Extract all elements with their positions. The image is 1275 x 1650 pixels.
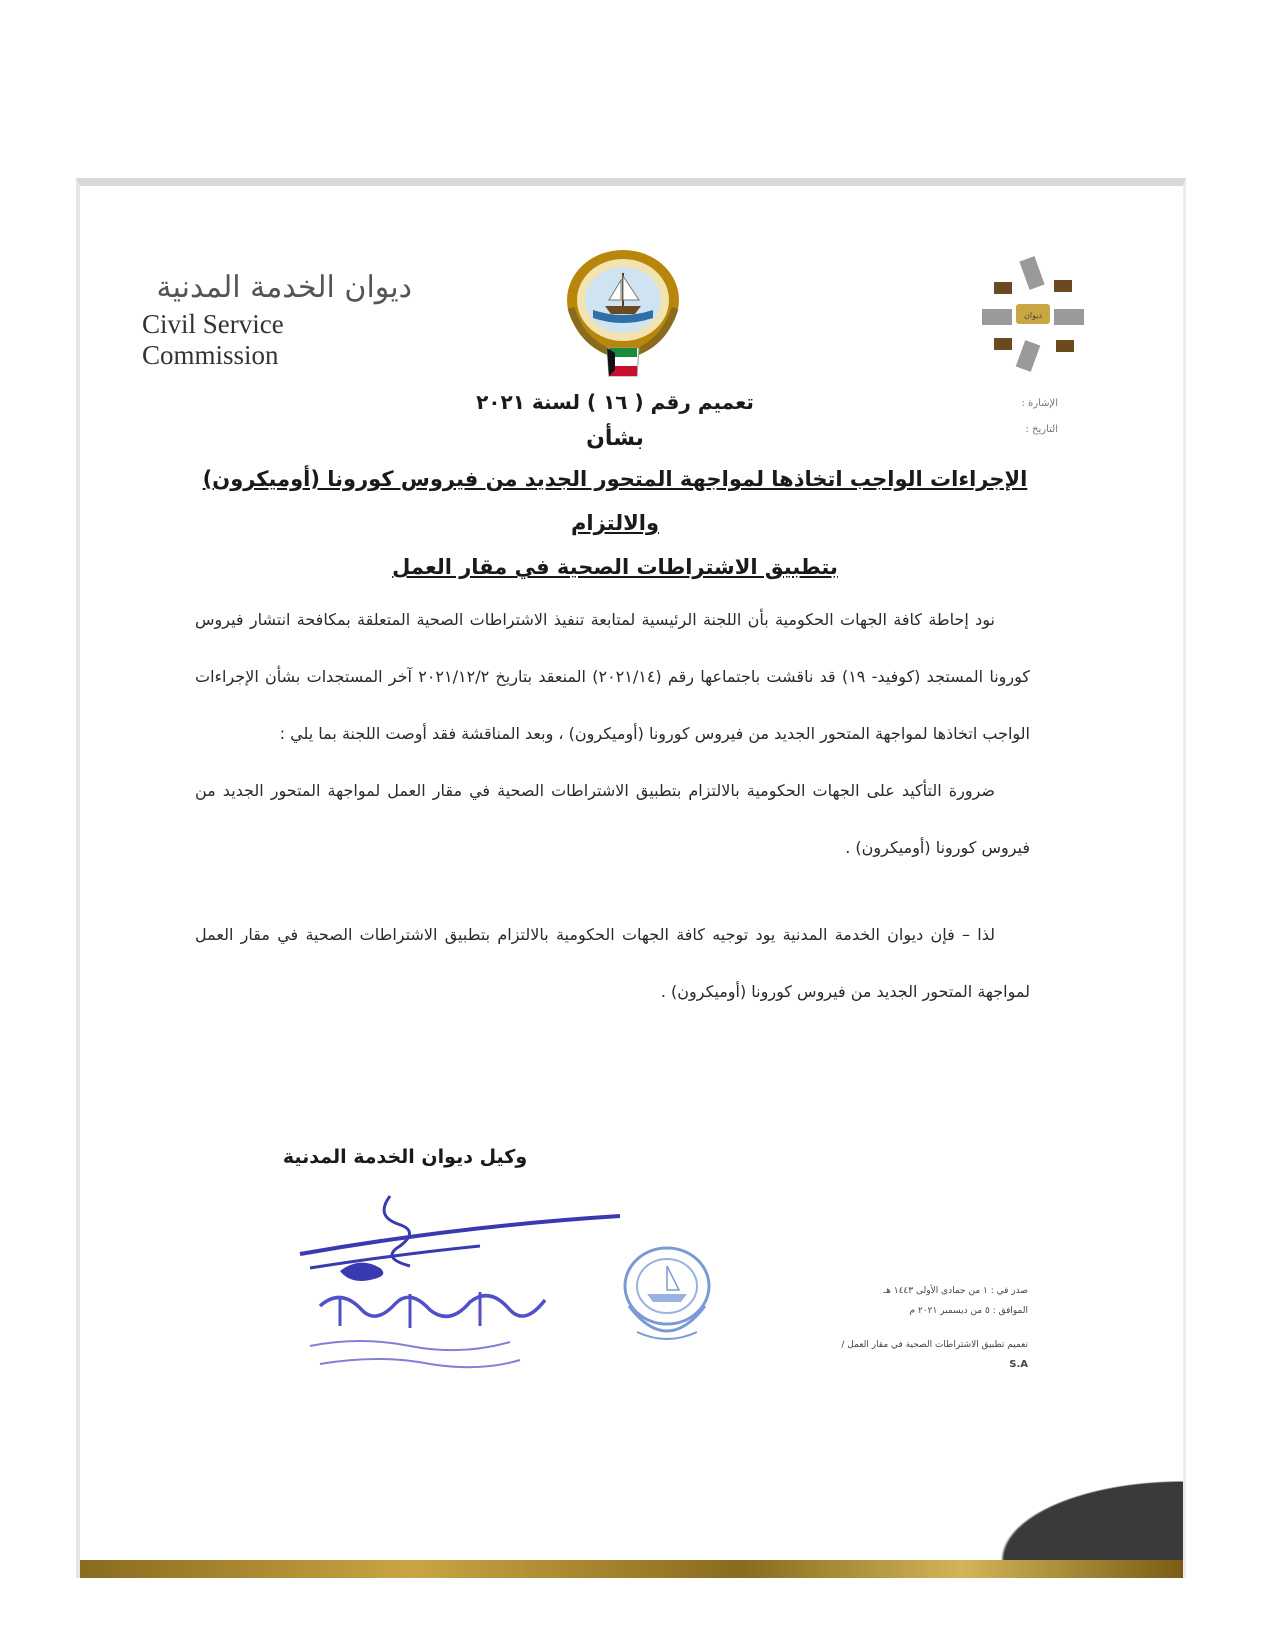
signatory-title: وكيل ديوان الخدمة المدنية (282, 1146, 528, 1168)
scan-edge (76, 986, 80, 1578)
org-name-english: Civil Service Commission (142, 309, 284, 370)
body-text (195, 591, 1030, 1020)
issued-hijri: صدر في : ١ من جمادى الأولى ١٤٤٣ هـ (883, 1286, 1028, 1296)
bottom-gold-band (80, 1560, 1183, 1578)
document-page (76, 178, 1186, 1578)
circular-number: تعميم رقم ( ١٦ ) لسنة ٢٠٢١ (476, 390, 754, 414)
official-stamp-icon (607, 1236, 727, 1356)
paragraph-3: لذا – فإن ديوان الخدمة المدنية يود توجيه كافة الجهات الحكومية بالالتزام بتطبيق الاشتراطات الصحية في مقار العمل لمواجهة المتحور الجديد من فيروس كورونا (أوميكرون) . (195, 925, 1030, 1001)
file-reference (832, 1335, 1028, 1375)
subject-heading (180, 457, 1050, 589)
about-heading: بشأن (586, 426, 644, 451)
subject-line-2: بتطبيق الاشتراطات الصحية في مقار العمل (392, 555, 838, 579)
state-emblem-icon (563, 248, 683, 378)
issued-gregorian: الموافق : ٥ من ديسمبر ٢٠٢١ م (909, 1306, 1028, 1316)
corner-decoration (953, 1460, 1183, 1560)
signature-icon (280, 1176, 640, 1386)
csc-logo-icon (972, 254, 1092, 374)
file-ref-text: تعميم تطبيق الاشتراطات الصحية في مقار العمل / (841, 1340, 1028, 1350)
ref-label: الإشارة : (1021, 398, 1058, 409)
title-block (180, 386, 1050, 589)
subject-line-1: الإجراءات الواجب اتخاذها لمواجهة المتحور الجديد من فيروس كورونا (أوميكرون) والالتزام (202, 467, 1028, 535)
org-name-arabic: ديوان الخدمة المدنية (156, 270, 412, 305)
svg-text:ديوان: ديوان (1023, 311, 1043, 320)
author-initials: S.A (1009, 1359, 1028, 1370)
footer-reference (832, 1281, 1028, 1375)
paragraph-2: ضرورة التأكيد على الجهات الحكومية بالالتزام بتطبيق الاشتراطات الصحية في مقار العمل لمواجهة المتحور الجديد من فيروس كورونا (أوميكرون) . (195, 781, 1030, 857)
paragraph-1: نود إحاطة كافة الجهات الحكومية بأن اللجنة الرئيسية لمتابعة تنفيذ الاشتراطات الصحية المتعلقة بمكافحة انتشار فيروس كورونا المستجد (كوفيد- ١٩) قد ناقشت باجتماعها رقم (٢٠٢١/١٤) المنعقد بتاريخ ٢٠٢١/١٢/٢ آخر المستجدات بشأن الإجراءات الواجب اتخاذها لمواجهة المتحور الجديد من فيروس كورونا (أوميكرون) ، وبعد المناقشة فقد أوصت اللجنة بما يلي : (195, 610, 1031, 743)
date-label: التاريخ : (1025, 424, 1058, 435)
